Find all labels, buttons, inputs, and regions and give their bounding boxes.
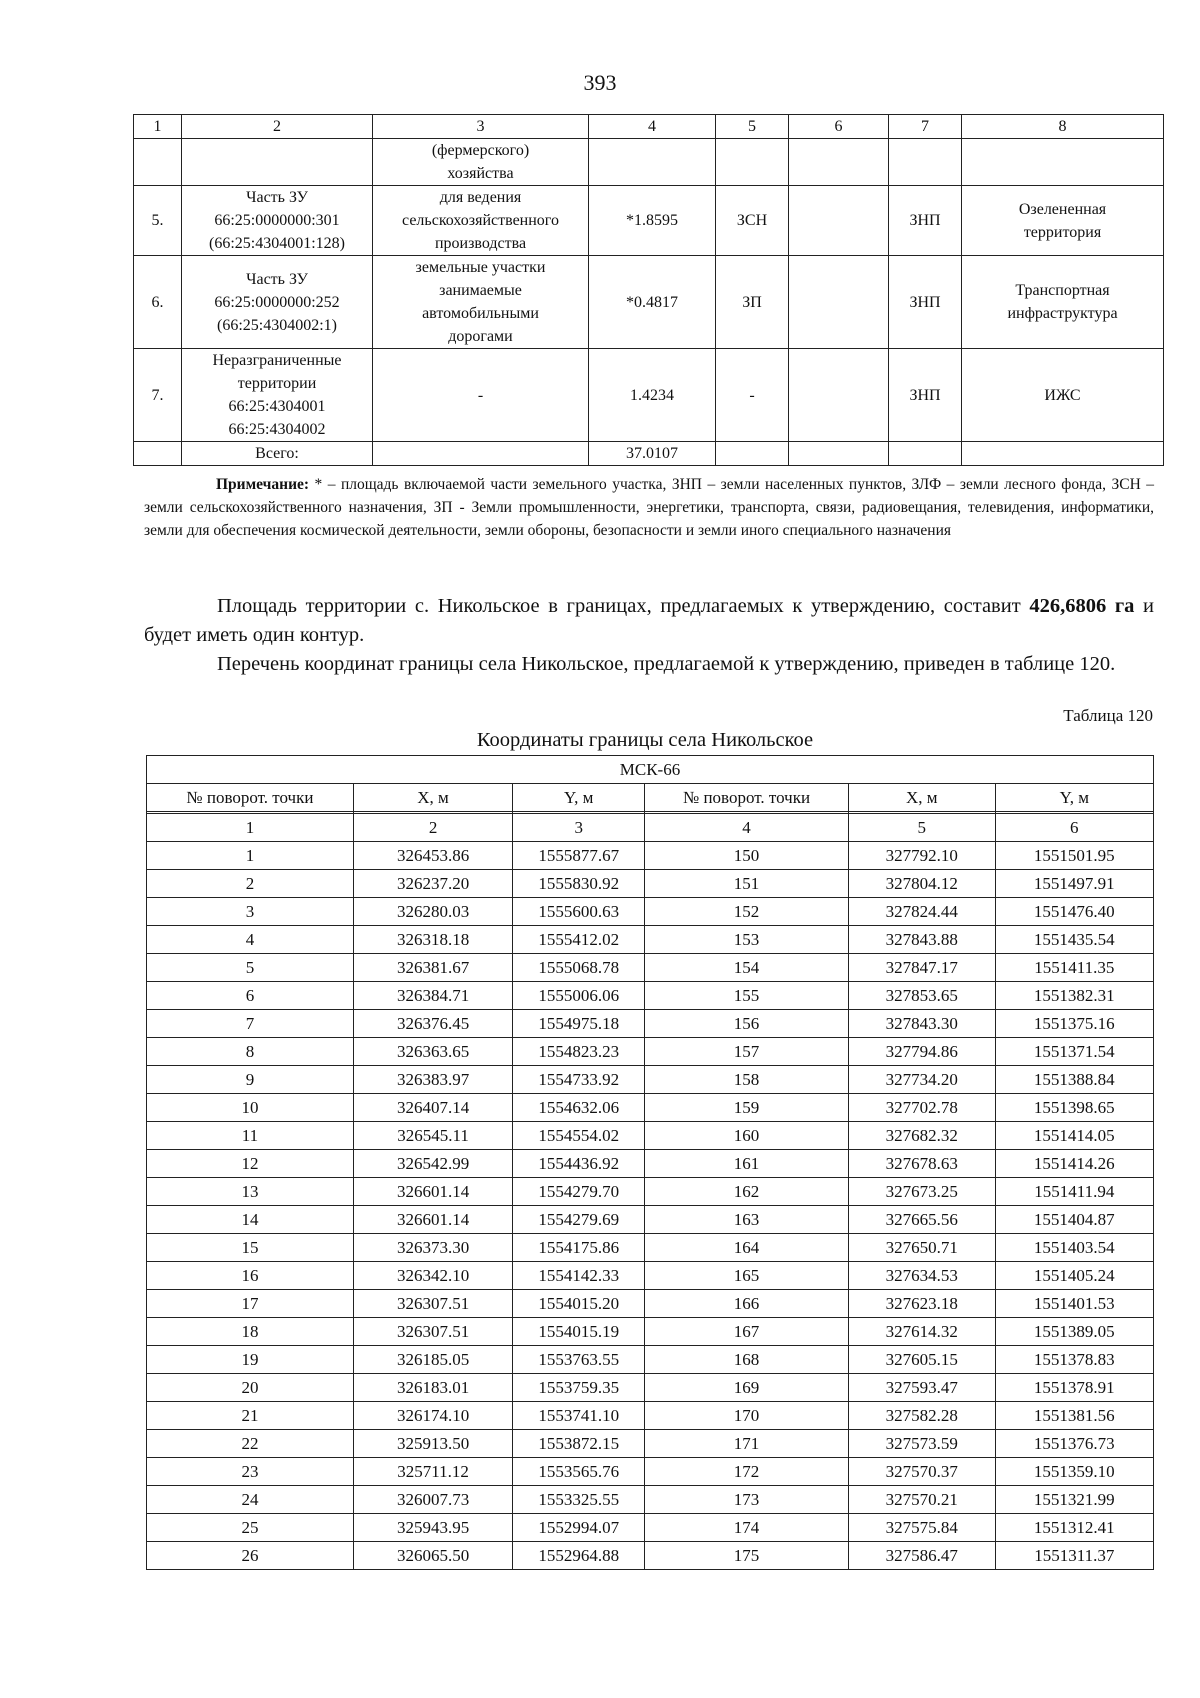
coordinate-row: [147, 1094, 1154, 1122]
new-category-cell: ЗНП: [889, 186, 962, 256]
x-value: 326376.45: [353, 1010, 512, 1038]
coordinate-row: [147, 870, 1154, 898]
point-number: 23: [147, 1458, 354, 1486]
use-cell: [373, 139, 589, 186]
x-value: 326307.51: [353, 1318, 512, 1346]
point-number: 6: [147, 982, 354, 1010]
page-number: 393: [583, 70, 617, 95]
point-number: 7: [147, 1010, 354, 1038]
y-value: 1554975.18: [513, 1010, 645, 1038]
point-number: 169: [645, 1374, 849, 1402]
y-value: 1554279.70: [513, 1178, 645, 1206]
col6-cell: [789, 349, 889, 442]
y-value: 1553325.55: [513, 1486, 645, 1514]
y-value: 1552964.88: [513, 1542, 645, 1570]
row-number: 6.: [134, 256, 182, 349]
zone-cell: [962, 186, 1164, 256]
coordinate-system: МСК-66: [147, 756, 1154, 784]
point-number: 21: [147, 1402, 354, 1430]
point-number: 163: [645, 1206, 849, 1234]
use-cell: [373, 349, 589, 442]
x-value: 327605.15: [848, 1346, 995, 1374]
x-value: 325913.50: [353, 1430, 512, 1458]
coordinate-row: [147, 1374, 1154, 1402]
x-value: 327634.53: [848, 1262, 995, 1290]
y-value: 1551497.91: [995, 870, 1153, 898]
continuation-row: [134, 139, 1164, 186]
cell-line: (66:25:4304002:1): [217, 316, 337, 334]
y-value: 1551501.95: [995, 842, 1153, 870]
column-header: X, м: [848, 784, 995, 812]
land-row: [134, 186, 1164, 256]
coords-table-title: Координаты границы села Никольское: [476, 729, 814, 751]
column-number: 2: [182, 115, 373, 139]
point-number: 175: [645, 1542, 849, 1570]
y-value: 1551476.40: [995, 898, 1153, 926]
x-value: 326185.05: [353, 1346, 512, 1374]
cell-line: Озелененная: [1018, 200, 1107, 218]
y-value: 1551435.54: [995, 926, 1153, 954]
x-value: 326601.14: [353, 1178, 512, 1206]
point-number: 174: [645, 1514, 849, 1542]
y-value: 1551388.84: [995, 1066, 1153, 1094]
point-number: 172: [645, 1458, 849, 1486]
column-number: 3: [373, 115, 589, 139]
coordinate-row: [147, 1318, 1154, 1346]
x-value: 326545.11: [353, 1122, 512, 1150]
use-cell: [373, 186, 589, 256]
y-value: 1551321.99: [995, 1486, 1153, 1514]
x-value: 327794.86: [848, 1038, 995, 1066]
point-number: 14: [147, 1206, 354, 1234]
column-number: 6: [789, 115, 889, 139]
x-value: 326237.20: [353, 870, 512, 898]
x-value: 325711.12: [353, 1458, 512, 1486]
x-value: 327614.32: [848, 1318, 995, 1346]
row-number: 5.: [134, 186, 182, 256]
header-row: [147, 784, 1154, 812]
coordinate-row: [147, 1542, 1154, 1570]
cell-line: инфраструктура: [1007, 305, 1118, 322]
cell-line: для ведения: [439, 189, 522, 206]
y-value: 1554554.02: [513, 1122, 645, 1150]
area-value: 426,6806 га: [1029, 595, 1135, 617]
point-number: 168: [645, 1346, 849, 1374]
table-label: Таблица 120: [1063, 706, 1153, 725]
column-header: № поворот. точки: [645, 784, 849, 812]
coordinate-row: [147, 1066, 1154, 1094]
empty-cell: [716, 139, 789, 186]
coordinate-row: [147, 1262, 1154, 1290]
point-number: 26: [147, 1542, 354, 1570]
y-value: 1555068.78: [513, 954, 645, 982]
area-paragraph-after: и будет иметь один контур.: [144, 595, 1154, 646]
point-number: 24: [147, 1486, 354, 1514]
x-value: 325943.95: [353, 1514, 512, 1542]
point-number: 11: [147, 1122, 354, 1150]
point-number: 10: [147, 1094, 354, 1122]
new-category-cell: ЗНП: [889, 256, 962, 349]
cell-line: автомобильными: [422, 305, 539, 322]
x-value: 326381.67: [353, 954, 512, 982]
y-value: 1554632.06: [513, 1094, 645, 1122]
y-value: 1555006.06: [513, 982, 645, 1010]
point-number: 19: [147, 1346, 354, 1374]
coords-paragraph: Перечень координат границы села Никольское, предлагаемой к утверждению, приведен в таблице 120.: [217, 653, 1116, 675]
x-value: 326307.51: [353, 1290, 512, 1318]
y-value: 1554279.69: [513, 1206, 645, 1234]
coordinate-row: [147, 1206, 1154, 1234]
y-value: 1551381.56: [995, 1402, 1153, 1430]
empty-cell: [716, 442, 789, 466]
point-number: 158: [645, 1066, 849, 1094]
col6-cell: [789, 256, 889, 349]
coordinate-row: [147, 1010, 1154, 1038]
x-value: 326318.18: [353, 926, 512, 954]
land-row: [134, 349, 1164, 442]
y-value: 1554175.86: [513, 1234, 645, 1262]
x-value: 327623.18: [848, 1290, 995, 1318]
note-label: Примечание:: [216, 476, 310, 493]
empty-cell: [134, 442, 182, 466]
column-number: 7: [889, 115, 962, 139]
note-text: * – площадь включаемой части земельного участка, ЗНП – земли населенных пунктов, ЗЛФ – земли лесного фонда, ЗСН – земли сельскохозяйственного назначения, ЗП - Земли промышленности, энергетики, транспорта, связи, радиовещания, телевидения, информатики, земли для обеспечения космической деятельности, земли обороны, безопасности и земли иного специального назначения: [144, 476, 1154, 539]
cell-line: Часть ЗУ: [246, 189, 308, 206]
empty-cell: [789, 139, 889, 186]
x-value: 327673.25: [848, 1178, 995, 1206]
column-number: 4: [645, 814, 849, 842]
cell-line: производства: [434, 235, 527, 252]
x-value: 326373.30: [353, 1234, 512, 1262]
y-value: 1551382.31: [995, 982, 1153, 1010]
x-value: 326542.99: [353, 1150, 512, 1178]
x-value: 327847.17: [848, 954, 995, 982]
empty-cell: [962, 139, 1164, 186]
x-value: 327573.59: [848, 1430, 995, 1458]
cell-line: 66:25:4304002: [228, 421, 326, 438]
x-value: 326601.14: [353, 1206, 512, 1234]
point-number: 16: [147, 1262, 354, 1290]
coordinate-row: [147, 1234, 1154, 1262]
land-plots-table: [133, 114, 1164, 466]
total-label: Всего:: [182, 442, 373, 466]
point-number: 157: [645, 1038, 849, 1066]
column-number-row: [147, 814, 1154, 842]
point-number: 18: [147, 1318, 354, 1346]
cell-line: 66:25:0000000:301: [214, 212, 340, 229]
empty-cell: [789, 442, 889, 466]
point-number: 151: [645, 870, 849, 898]
empty-cell: [889, 139, 962, 186]
y-value: 1551404.87: [995, 1206, 1153, 1234]
point-number: 13: [147, 1178, 354, 1206]
cell-line: занимаемые: [439, 282, 522, 299]
y-value: 1553872.15: [513, 1430, 645, 1458]
coordinate-row: [147, 1178, 1154, 1206]
x-value: 327804.12: [848, 870, 995, 898]
y-value: 1553565.76: [513, 1458, 645, 1486]
cell-line: 66:25:0000000:252: [214, 293, 340, 311]
coordinate-row: [147, 1486, 1154, 1514]
category-cell: ЗП: [716, 256, 789, 349]
point-number: 22: [147, 1430, 354, 1458]
cell-line: дорогами: [448, 328, 513, 345]
x-value: 327582.28: [848, 1402, 995, 1430]
x-value: 326363.65: [353, 1038, 512, 1066]
column-header: № поворот. точки: [147, 784, 354, 812]
point-number: 154: [645, 954, 849, 982]
coordinate-row: [147, 1150, 1154, 1178]
x-value: 327593.47: [848, 1374, 995, 1402]
cell-line: территории: [237, 375, 317, 392]
y-value: 1551414.26: [995, 1150, 1153, 1178]
cell-line: Транспортная: [1015, 282, 1110, 299]
total-value: 37.0107: [589, 442, 716, 466]
y-value: 1551389.05: [995, 1318, 1153, 1346]
y-value: 1553741.10: [513, 1402, 645, 1430]
point-number: 162: [645, 1178, 849, 1206]
y-value: 1551401.53: [995, 1290, 1153, 1318]
point-number: 25: [147, 1514, 354, 1542]
column-number: 8: [962, 115, 1164, 139]
point-number: 164: [645, 1234, 849, 1262]
x-value: 327665.56: [848, 1206, 995, 1234]
point-number: 150: [645, 842, 849, 870]
y-value: 1554142.33: [513, 1262, 645, 1290]
point-number: 17: [147, 1290, 354, 1318]
cell-line: Часть ЗУ: [246, 270, 308, 288]
row-number: 7.: [134, 349, 182, 442]
coordinate-row: [147, 842, 1154, 870]
column-header: Y, м: [513, 784, 645, 812]
x-value: 327682.32: [848, 1122, 995, 1150]
column-number: 5: [716, 115, 789, 139]
y-value: 1554823.23: [513, 1038, 645, 1066]
coordinate-row: [147, 1430, 1154, 1458]
point-number: 3: [147, 898, 354, 926]
x-value: 327843.88: [848, 926, 995, 954]
coordinate-row: [147, 1122, 1154, 1150]
column-number: 4: [589, 115, 716, 139]
y-value: 1552994.07: [513, 1514, 645, 1542]
coordinate-row: [147, 1290, 1154, 1318]
cell-line: территория: [1023, 223, 1102, 241]
point-number: 1: [147, 842, 354, 870]
area-paragraph-before: Площадь территории с. Никольское в границах, предлагаемых к утверждению, составит: [217, 595, 1030, 617]
column-number-row: [134, 115, 1164, 139]
y-value: 1554015.19: [513, 1318, 645, 1346]
coordinate-row: [147, 926, 1154, 954]
area-paragraph: [144, 592, 1154, 650]
empty-cell: [134, 139, 182, 186]
coordinate-row: [147, 954, 1154, 982]
cell-line: ИЖС: [1044, 386, 1081, 404]
coordinate-row: [147, 1038, 1154, 1066]
y-value: 1551311.37: [995, 1542, 1153, 1570]
x-value: 327843.30: [848, 1010, 995, 1038]
x-value: 327853.65: [848, 982, 995, 1010]
x-value: 326383.97: [353, 1066, 512, 1094]
point-number: 161: [645, 1150, 849, 1178]
zone-cell: [962, 349, 1164, 442]
x-value: 326407.14: [353, 1094, 512, 1122]
x-value: 327570.37: [848, 1458, 995, 1486]
empty-cell: [962, 442, 1164, 466]
x-value: 326065.50: [353, 1542, 512, 1570]
point-number: 5: [147, 954, 354, 982]
empty-cell: [589, 139, 716, 186]
y-value: 1551378.83: [995, 1346, 1153, 1374]
y-value: 1553759.35: [513, 1374, 645, 1402]
coordinate-row: [147, 1402, 1154, 1430]
x-value: 326342.10: [353, 1262, 512, 1290]
y-value: 1551411.35: [995, 954, 1153, 982]
point-number: 8: [147, 1038, 354, 1066]
y-value: 1551312.41: [995, 1514, 1153, 1542]
point-number: 4: [147, 926, 354, 954]
new-category-cell: ЗНП: [889, 349, 962, 442]
x-value: 326384.71: [353, 982, 512, 1010]
plot-name-cell: [182, 186, 373, 256]
cell-line: сельскохозяйственного: [402, 212, 559, 229]
empty-cell: [889, 442, 962, 466]
coordinate-row: [147, 1346, 1154, 1374]
column-number: 1: [134, 115, 182, 139]
point-number: 173: [645, 1486, 849, 1514]
point-number: 170: [645, 1402, 849, 1430]
coordinate-system-row: [147, 756, 1154, 784]
point-number: 15: [147, 1234, 354, 1262]
coordinate-row: [147, 1514, 1154, 1542]
point-number: 165: [645, 1262, 849, 1290]
x-value: 327575.84: [848, 1514, 995, 1542]
use-cell: [373, 256, 589, 349]
column-header: Y, м: [995, 784, 1153, 812]
col6-cell: [789, 186, 889, 256]
y-value: 1553763.55: [513, 1346, 645, 1374]
y-value: 1555412.02: [513, 926, 645, 954]
y-value: 1551378.91: [995, 1374, 1153, 1402]
x-value: 326007.73: [353, 1486, 512, 1514]
x-value: 326453.86: [353, 842, 512, 870]
plot-name-cell: [182, 349, 373, 442]
y-value: 1555600.63: [513, 898, 645, 926]
coordinates-table: [146, 755, 1154, 1570]
y-value: 1551371.54: [995, 1038, 1153, 1066]
point-number: 155: [645, 982, 849, 1010]
y-value: 1551411.94: [995, 1178, 1153, 1206]
coordinate-row: [147, 898, 1154, 926]
area-cell: 1.4234: [589, 349, 716, 442]
land-row: [134, 256, 1164, 349]
point-number: 9: [147, 1066, 354, 1094]
column-number: 1: [147, 814, 354, 842]
column-number: 5: [848, 814, 995, 842]
cell-line: земельные участки: [415, 259, 546, 276]
y-value: 1555830.92: [513, 870, 645, 898]
x-value: 327586.47: [848, 1542, 995, 1570]
cell-line: Неразграниченные: [212, 352, 342, 369]
area-cell: *0.4817: [589, 256, 716, 349]
point-number: 2: [147, 870, 354, 898]
column-header: X, м: [353, 784, 512, 812]
point-number: 159: [645, 1094, 849, 1122]
column-number: 3: [513, 814, 645, 842]
category-cell: -: [716, 349, 789, 442]
y-value: 1551376.73: [995, 1430, 1153, 1458]
y-value: 1551414.05: [995, 1122, 1153, 1150]
y-value: 1551405.24: [995, 1262, 1153, 1290]
y-value: 1554733.92: [513, 1066, 645, 1094]
x-value: 327824.44: [848, 898, 995, 926]
y-value: 1555877.67: [513, 842, 645, 870]
x-value: 326174.10: [353, 1402, 512, 1430]
x-value: 327570.21: [848, 1486, 995, 1514]
x-value: 326183.01: [353, 1374, 512, 1402]
zone-cell: [962, 256, 1164, 349]
column-number: 6: [995, 814, 1153, 842]
x-value: 327678.63: [848, 1150, 995, 1178]
point-number: 12: [147, 1150, 354, 1178]
cell-line: (66:25:4304001:128): [209, 235, 345, 252]
point-number: 153: [645, 926, 849, 954]
y-value: 1551359.10: [995, 1458, 1153, 1486]
x-value: 327792.10: [848, 842, 995, 870]
cell-line: -: [477, 386, 484, 404]
total-row: [134, 442, 1164, 466]
cell-line: (фермерского): [431, 142, 530, 159]
y-value: 1554436.92: [513, 1150, 645, 1178]
empty-cell: [373, 442, 589, 466]
y-value: 1551375.16: [995, 1010, 1153, 1038]
area-cell: *1.8595: [589, 186, 716, 256]
x-value: 327702.78: [848, 1094, 995, 1122]
cell-line: 66:25:4304001: [228, 398, 326, 415]
point-number: 20: [147, 1374, 354, 1402]
column-number: 2: [353, 814, 512, 842]
x-value: 327650.71: [848, 1234, 995, 1262]
table-note: [144, 473, 1154, 542]
point-number: 152: [645, 898, 849, 926]
point-number: 167: [645, 1318, 849, 1346]
empty-cell: [182, 139, 373, 186]
y-value: 1554015.20: [513, 1290, 645, 1318]
point-number: 160: [645, 1122, 849, 1150]
point-number: 156: [645, 1010, 849, 1038]
point-number: 166: [645, 1290, 849, 1318]
x-value: 327734.20: [848, 1066, 995, 1094]
plot-name-cell: [182, 256, 373, 349]
y-value: 1551398.65: [995, 1094, 1153, 1122]
point-number: 171: [645, 1430, 849, 1458]
coordinate-row: [147, 982, 1154, 1010]
category-cell: ЗСН: [716, 186, 789, 256]
coordinate-row: [147, 1458, 1154, 1486]
y-value: 1551403.54: [995, 1234, 1153, 1262]
x-value: 326280.03: [353, 898, 512, 926]
cell-line: хозяйства: [447, 165, 514, 182]
